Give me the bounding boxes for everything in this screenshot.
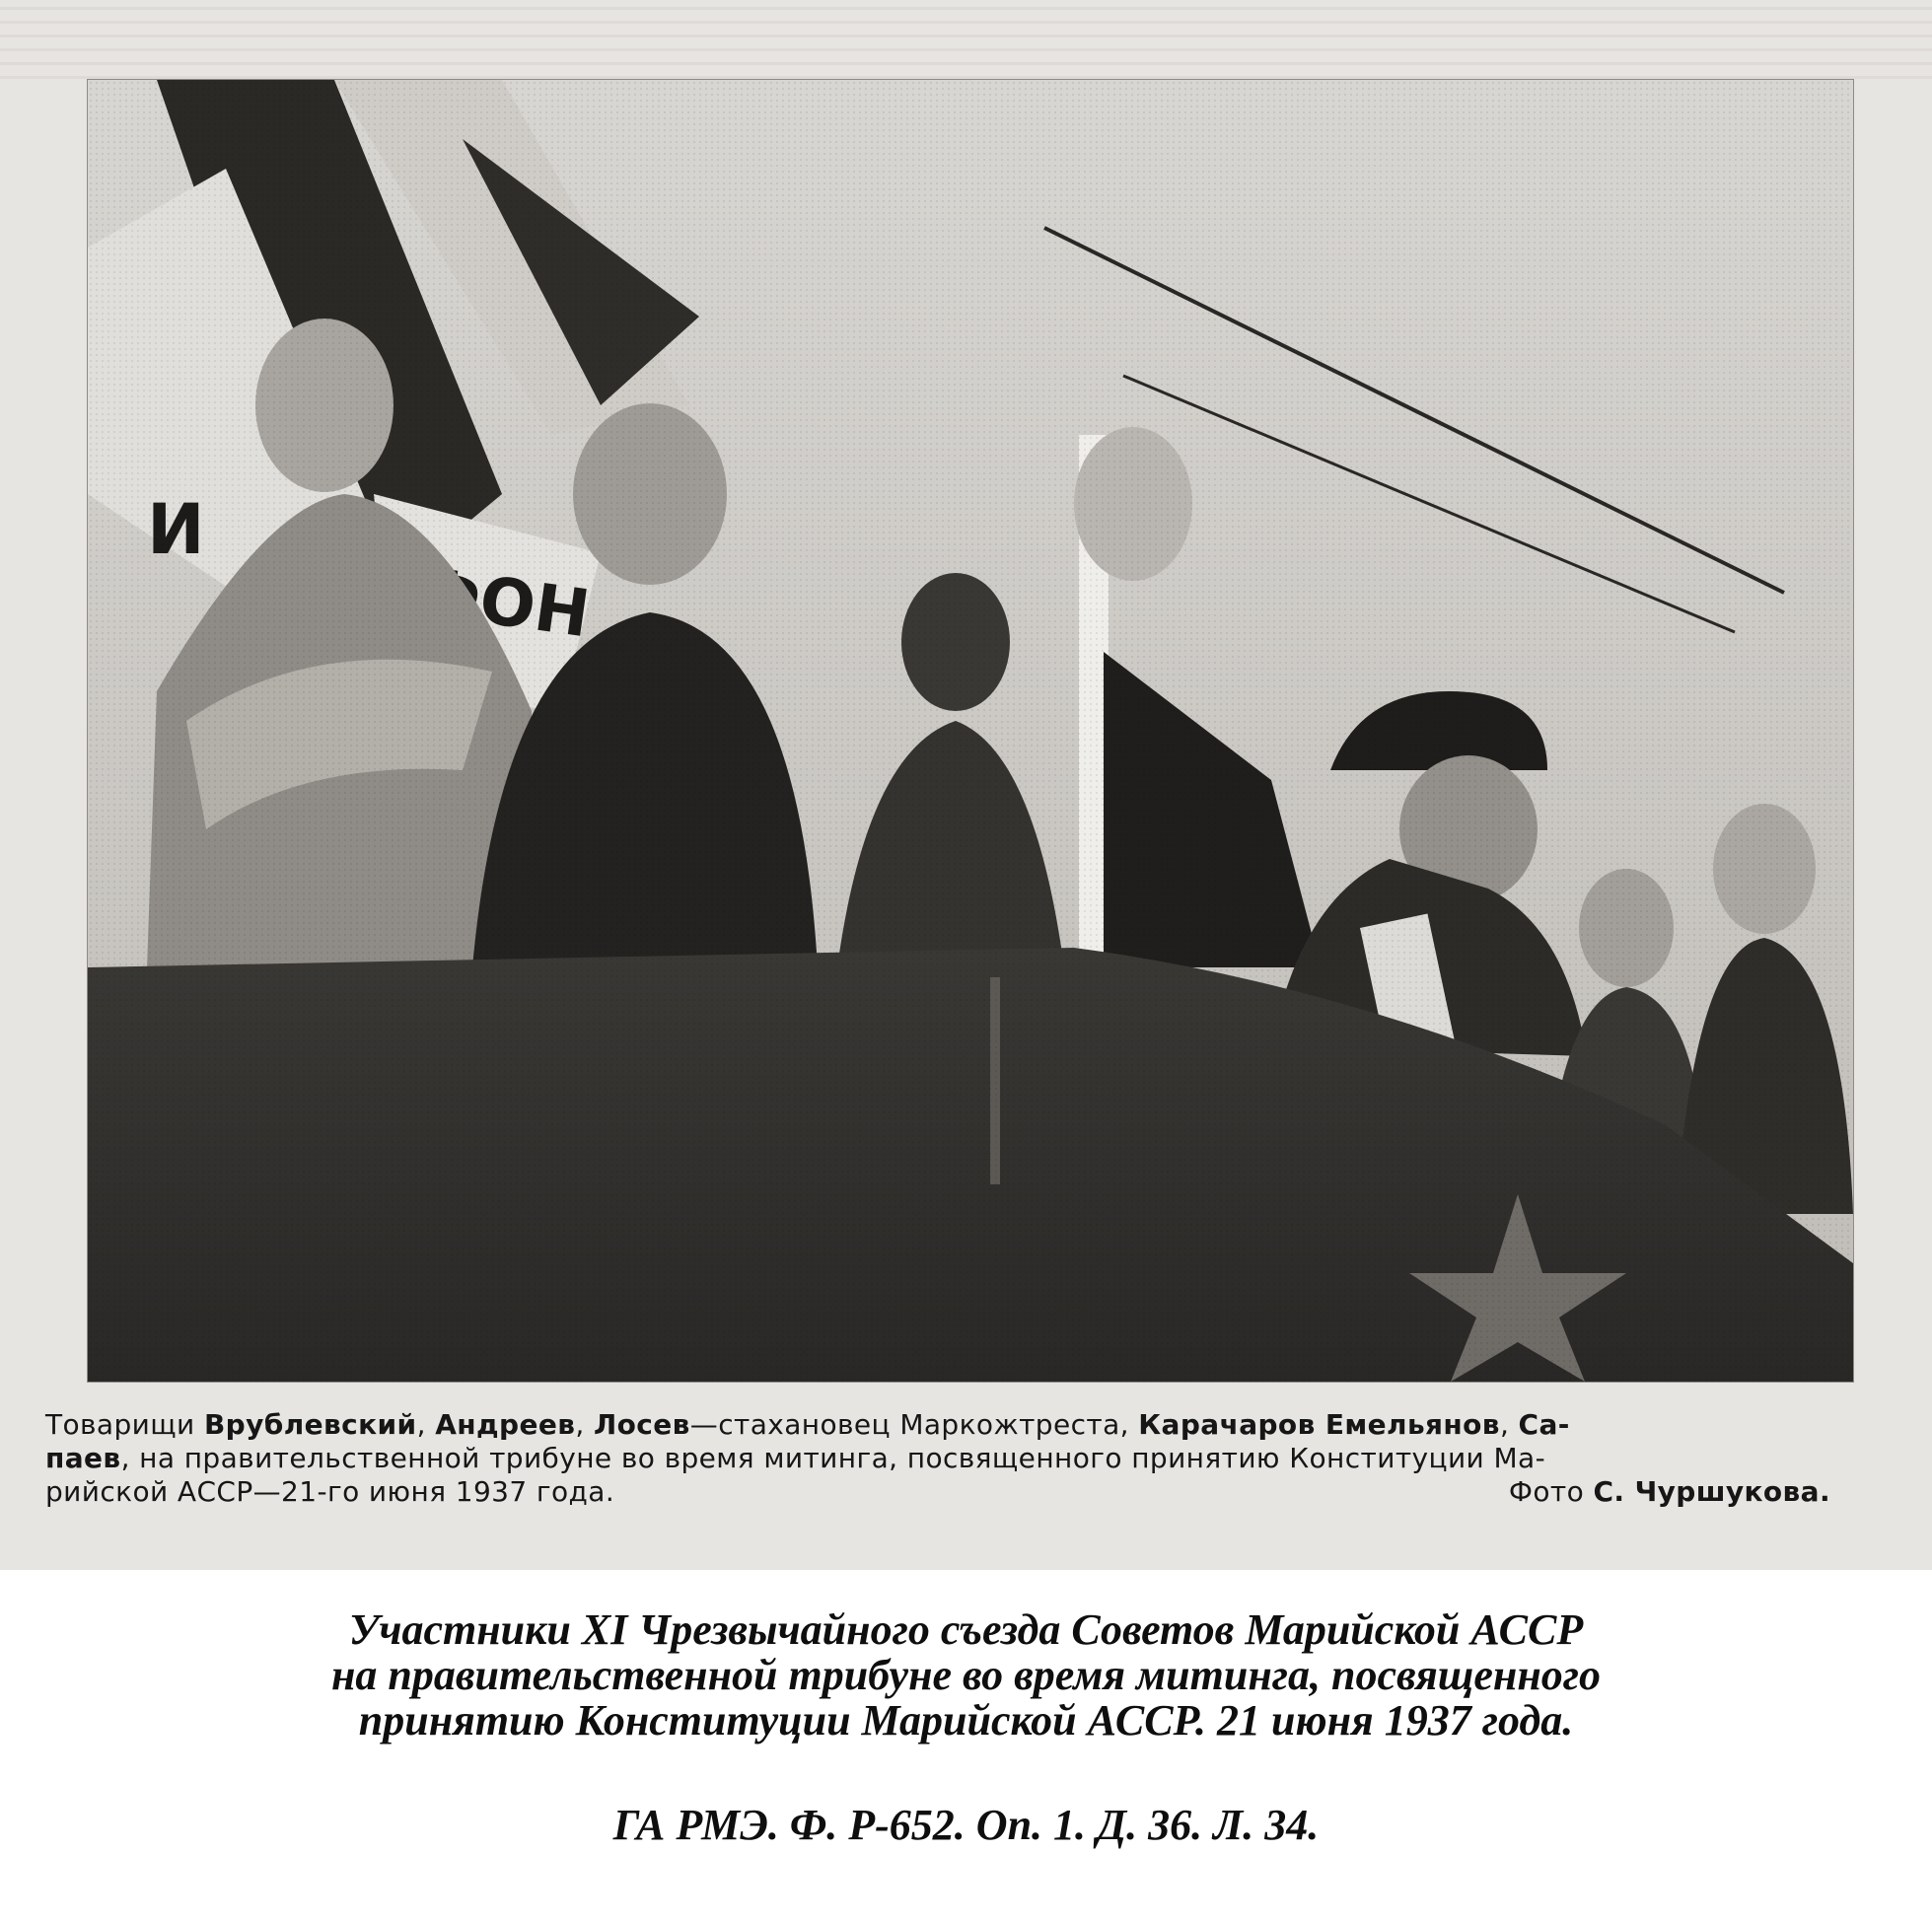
archive-caption bbox=[0, 1607, 1932, 1744]
caption-name: Врублевский bbox=[203, 1408, 417, 1441]
archive-caption-line-3: принятию Конституции Марийской АССР. 21 июня 1937 года. bbox=[358, 1696, 1574, 1745]
caption-name: Андреев bbox=[435, 1408, 576, 1441]
caption-fragment: , bbox=[575, 1408, 594, 1441]
newspaper-caption bbox=[45, 1408, 1899, 1509]
photo-credit-name: С. Чуршукова. bbox=[1593, 1475, 1830, 1508]
caption-line-1 bbox=[45, 1408, 1899, 1442]
caption-name: Са- bbox=[1518, 1408, 1570, 1441]
caption-fragment: —стахановец Маркожтреста, bbox=[689, 1408, 1139, 1441]
photo-credit bbox=[1509, 1475, 1830, 1509]
caption-line-3-text: рийской АССР—21-го июня 1937 года. bbox=[45, 1475, 615, 1508]
archive-reference: ГА РМЭ. Ф. Р-652. Оп. 1. Д. 36. Л. 34. bbox=[612, 1801, 1320, 1849]
caption-line-2-text bbox=[45, 1442, 1545, 1475]
newsprint-bleed-through bbox=[0, 0, 1932, 79]
caption-name: Карачаров Емельянов bbox=[1138, 1408, 1500, 1441]
halftone-screen bbox=[88, 80, 1853, 1382]
caption-fragment: , на правительственной трибуне во время митинга, посвященного принятию Конституции Ма- bbox=[120, 1442, 1546, 1474]
caption-line-1-text bbox=[45, 1408, 1570, 1442]
caption-name: паев bbox=[45, 1442, 121, 1474]
caption-fragment: Товарищи bbox=[45, 1408, 204, 1441]
photo-illustration bbox=[88, 80, 1853, 1382]
caption-fragment: , bbox=[1499, 1408, 1519, 1441]
caption-name: Лосев bbox=[593, 1408, 690, 1441]
rally-photograph bbox=[87, 79, 1854, 1383]
archive-caption-line-2: на правительственной трибуне во время митинга, посвященного bbox=[330, 1651, 1602, 1699]
caption-fragment: , bbox=[416, 1408, 436, 1441]
caption-line-3 bbox=[45, 1475, 1899, 1509]
archive-caption-line-1: Участники XI Чрезвычайного съезда Советов Марийской АССР bbox=[348, 1605, 1584, 1654]
photo-credit-prefix: Фото bbox=[1508, 1475, 1594, 1508]
caption-line-2 bbox=[45, 1442, 1899, 1475]
